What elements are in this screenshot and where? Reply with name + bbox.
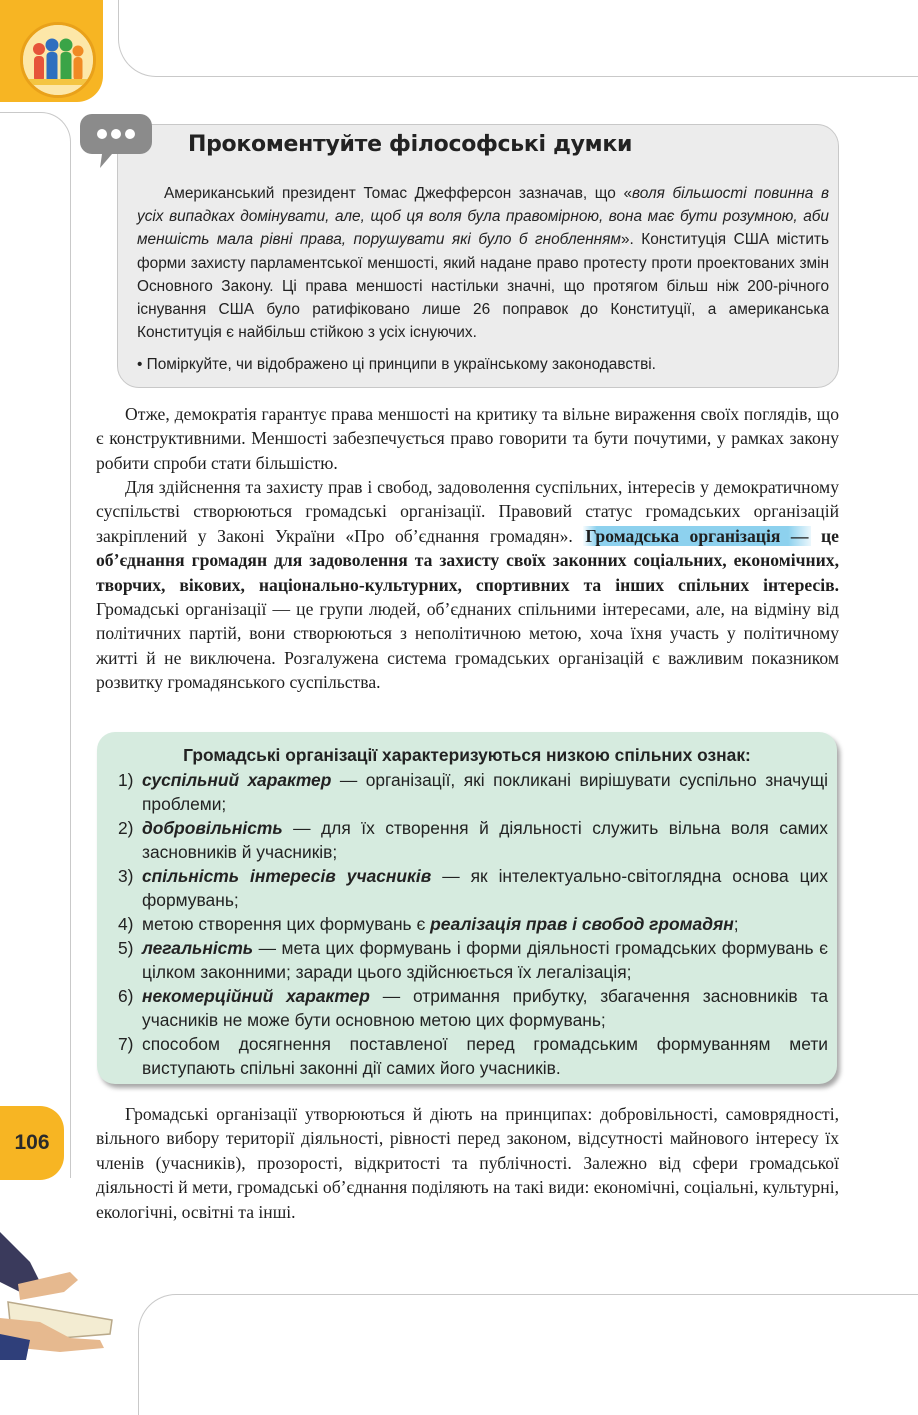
- item-text: — організації, які покликані вирішувати суспільно значущі проблеми;: [142, 770, 828, 814]
- item-term: суспільний характер: [142, 770, 332, 790]
- comment-box-question: • Поміркуйте, чи відображено ці принципи в українському законодавстві.: [137, 356, 656, 373]
- item-number: 3): [118, 866, 134, 886]
- paragraph-text-part: Громадські організації — це групи людей, об’єднаних спільними інтересами, але, на відміну від політичних партій, вони створюються з неполітичною метою, хоча їхня участь у політичному житті й не виключена. Розгалужена система громадських організацій є важливим показником розвитку громадянського суспільства.: [96, 599, 839, 693]
- item-text: — отримання прибутку, збагачення засновників та учасників не може бути основною метою цих формувань;: [142, 986, 828, 1030]
- item-number: 4): [118, 914, 134, 934]
- item-number: 2): [118, 818, 134, 838]
- list-item: [118, 816, 828, 864]
- list-item: [118, 1032, 828, 1080]
- paragraph-text-part: Для здійснення та захисту прав і свобод, задоволення суспільних, інтересів у демократичному суспільстві створюються громадські організації. Правовий статус громадських організацій закріплений у Законі України «Про об’єднання громадян».: [96, 477, 839, 546]
- jefferson-quote: воля більшості повинна в усіх випадках домінувати, але, щоб ця воля була правомірною, вона має бути розумною, аби меншість мала рівні права, порушувати які було б гнобленням: [137, 185, 830, 249]
- item-text: способом досягнення поставленої перед громадським формуванням мети виступають спільні законні дії самих його учасників.: [142, 1034, 828, 1078]
- features-title: Громадські організації характеризуються низкою спільних ознак:: [183, 745, 751, 765]
- item-text: метою створення цих формувань є: [142, 914, 431, 934]
- paragraph: [96, 1102, 839, 1224]
- page-number-tab: [0, 1106, 64, 1180]
- comment-text-plain: Американський президент Томас Джефферсон зазначав, що «: [164, 185, 633, 202]
- item-number: 7): [118, 1034, 134, 1054]
- page-frame-bottom: [138, 1294, 918, 1415]
- comment-box-text: [137, 182, 829, 344]
- item-term: некомерційний характер: [142, 986, 370, 1006]
- list-item: [118, 984, 828, 1032]
- section-corner-tab: [0, 0, 103, 102]
- item-number: 6): [118, 986, 134, 1006]
- comment-text-plain: ». Конституція США містить форми захисту парламентської меншості, який надане право протесту проти проектованих змін Основного Закону. Ці права меншості настільки значні, що протягом більш ніж 200-річного існування США було ратифіковано лише 26 поправок до Конституції, а американська Конституція є найбільш стійкою з усіх існуючих.: [137, 231, 829, 342]
- item-text: — як інтелектуально-світоглядна основа цих формувань;: [142, 866, 828, 910]
- features-list: [118, 768, 828, 1080]
- hands-illustration-icon: [0, 1222, 120, 1360]
- paragraph-text: [96, 475, 839, 695]
- page-frame-top: [118, 0, 918, 77]
- page-side-frame: [0, 112, 71, 1178]
- paragraph: [96, 402, 839, 475]
- people-logo-icon: [20, 22, 96, 98]
- list-item: [118, 768, 828, 816]
- highlighted-term: Громадська організація —: [585, 525, 809, 546]
- item-text: ;: [733, 914, 739, 934]
- comment-box-title: Прокоментуйте філософські думки: [188, 132, 633, 157]
- item-term: спільність інтересів учасників: [142, 866, 432, 886]
- paragraph-text: Громадські організації утворюються й діють на принципах: добровільності, самоврядності, вільного вибору території діяльності, рівності перед законом, відсутності майнового інтересу їх членів (учасників), прозорості, відкритості та публічності. Залежно від сфери громадської діяльності й мети, громадські об’єднання поділяють на такі види: економічні, соціальні, культурні, екологічні, освітні та інші.: [96, 1104, 839, 1222]
- item-text: — для їх створення й діяльності служить вільна воля самих засновників й учасників;: [142, 818, 828, 862]
- list-item: [118, 864, 828, 912]
- item-term: реалізація прав і свобод громадян: [430, 914, 734, 934]
- item-term: добровільність: [142, 818, 283, 838]
- paragraph: [96, 475, 839, 695]
- page-number: 106: [14, 1131, 50, 1154]
- item-number: 1): [118, 770, 134, 790]
- item-number: 5): [118, 938, 134, 958]
- list-item: [118, 912, 828, 936]
- list-item: [118, 936, 828, 984]
- item-term: легальність: [142, 938, 254, 958]
- speech-bubble-icon: [78, 112, 154, 172]
- definition-text: це об’єднання громадян для задоволення та захисту своїх законних соціальних, економічних, творчих, вікових, національно-культурних, спортивних та інших спільних інтересів.: [96, 525, 839, 595]
- paragraph-text: Отже, демократія гарантує права меншості на критику та вільне вираження своїх поглядів, що є конструктивними. Меншості забезпечується право говорити та бути почутими, у рамках закону робити спроби стати більшістю.: [96, 404, 839, 473]
- item-text: — мета цих формувань і форми діяльності громадських формувань є цілком законними; заради цього здійснюється їх легалізація;: [142, 938, 828, 982]
